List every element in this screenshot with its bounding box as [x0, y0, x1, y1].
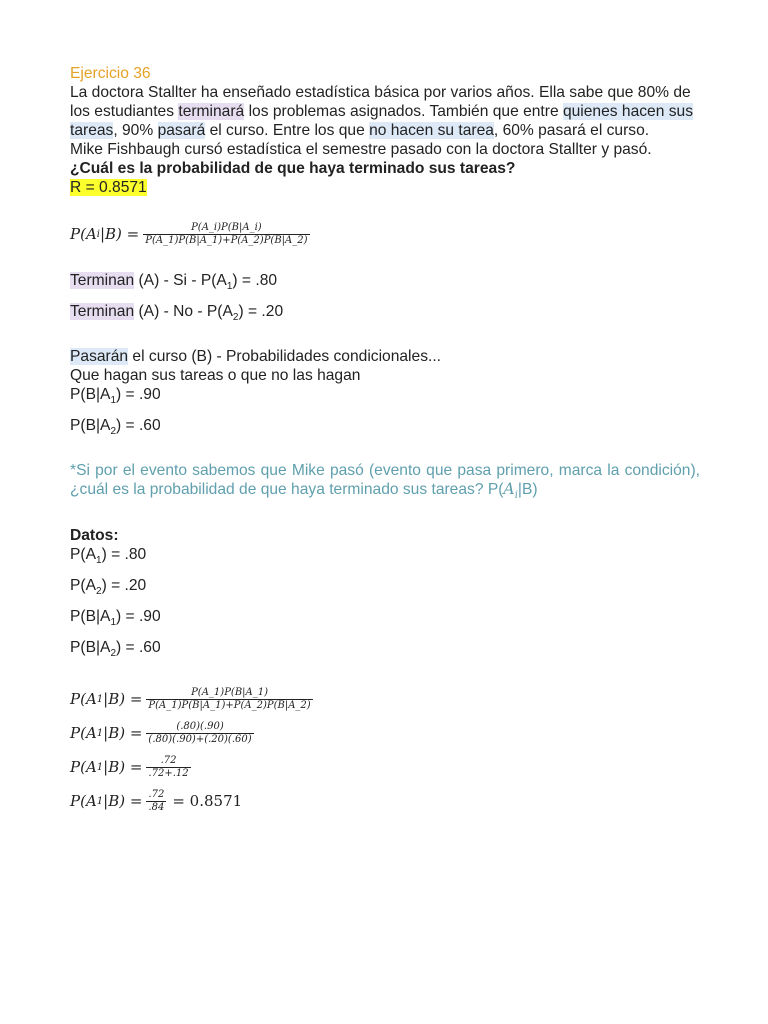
datos-item: $P(A_1) = .80$: [70, 545, 147, 566]
answer: R = 0.8571: [70, 179, 147, 196]
cond-prob-1: $P(B|A_1) = .90$: [70, 386, 161, 407]
bayes-fraction: [143, 222, 309, 247]
final-result: = 0.8571: [172, 792, 243, 811]
cond-prob-2: $P(B|A_2) = .60$: [70, 417, 161, 438]
highlight-pasara: pasará: [157, 122, 206, 139]
event-pasaran: Pasarán el curso (B) - Probabilidades condicionales...: [70, 348, 441, 366]
bayes-formula: P(A i |B) = $\frac{P(A\_i)P(B|A\_i)}{P(A\_1)P(B|A\_1)+P(A\_2)P(B|A\_2)}$: [70, 221, 308, 246]
step-1: P(A 1 |B) = $\frac{P(A\_1)P(B|A\_1)}{P(A\_1)P(B|A\_1)+P(A\_2)P(B|A\_2)}$: [70, 687, 311, 712]
event-terminan-no: Terminan $(A) - No - P(A_2) = .20$: [70, 303, 284, 324]
event-terminan-si: Terminan $(A) - Si - P(A_1) = .80$: [70, 272, 278, 293]
datos-list: [70, 545, 700, 663]
datos-item: $P(B|A_1) = .90$: [70, 607, 161, 628]
highlight-quienes-hacen: quienes hacen sus tareas: [70, 103, 693, 139]
statement-mike: Mike Fishbaugh cursó estadística el semestre pasado con la doctora Stallter y pasó.: [70, 141, 652, 158]
question: ¿Cuál es la probabilidad de que haya terminado sus tareas?: [70, 160, 516, 177]
event-tareas-note: Que hagan sus tareas o que no las hagan: [70, 367, 361, 385]
step-3: P(A 1 |B) = $\frac{.72}{.72+.12}$: [70, 755, 189, 780]
datos-item: $P(A_2) = .20$: [70, 576, 147, 597]
highlight-no-hacen: no hacen su tarea: [369, 122, 494, 139]
datos-label: Datos:: [70, 526, 119, 544]
datos-item: $P(B|A_2) = .60$: [70, 638, 161, 659]
note-paragraph: *Si por el evento sabemos que Mike pasó (evento que pasa primero, marca la condición), ¿cuál es la probabilidad de que haya terminado sus tareas? $P(A_i|B)$: [70, 462, 700, 502]
exercise-title: Ejercicio 36: [70, 65, 151, 82]
document-page: [70, 64, 700, 819]
step-4: P(A 1 |B) = $\frac{.72}{.84}$ = 0.8571: [70, 789, 243, 814]
bayes-numerator: P(A_i)P(B|A_i): [191, 221, 262, 233]
highlight-terminara: terminará: [178, 103, 245, 120]
bayes-denominator: P(A_1)P(B|A_1)+P(A_2)P(B|A_2): [145, 234, 308, 246]
step-2: P(A 1 |B) = $\frac{(.80)(.90)}{(.80)(.90)+(.20)(.60)}$: [70, 721, 252, 746]
problem-statement: La doctora Stallter ha enseñado estadística básica por varios años. Ella sabe que 80% de los estudiantes terminará los problemas asignados. También que entre quienes hacen sus tareas, 90% pasará el curso. Entre los que no hacen su tarea, 60% pasará el curso.: [70, 84, 693, 139]
